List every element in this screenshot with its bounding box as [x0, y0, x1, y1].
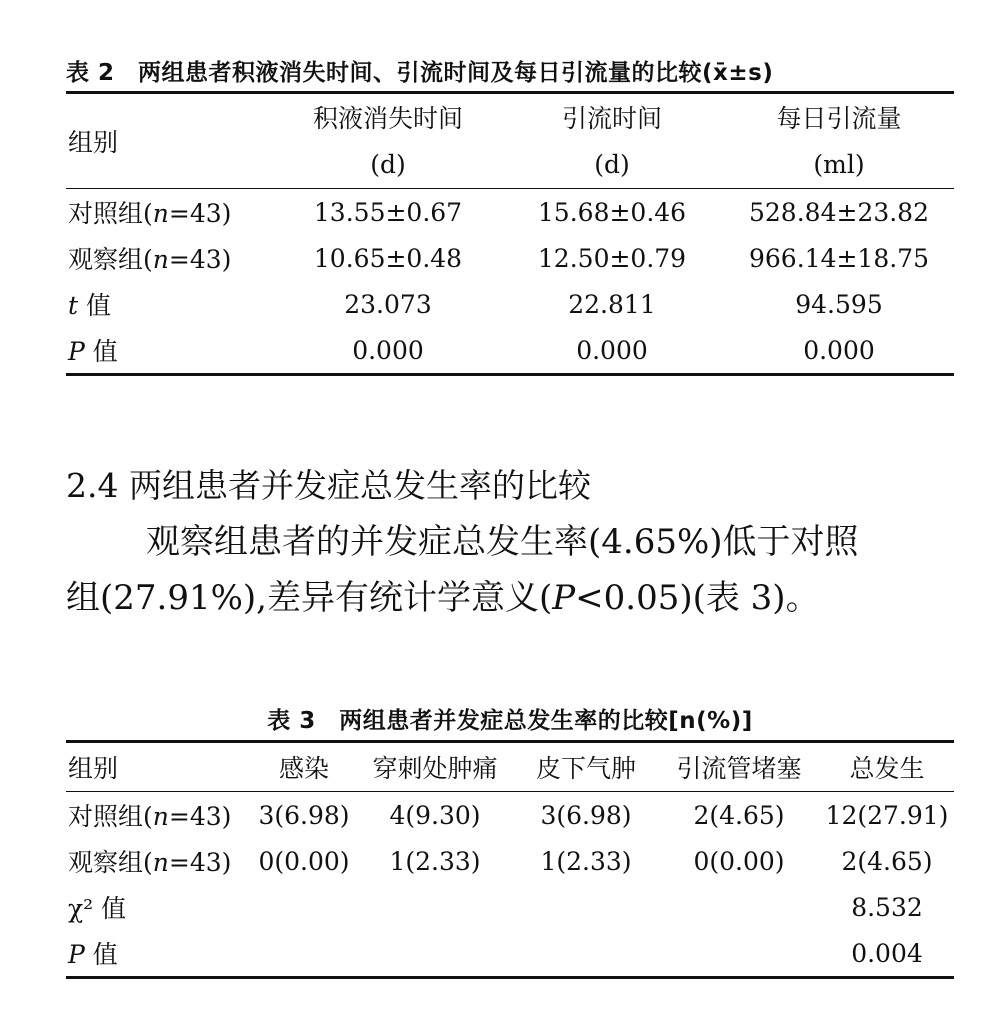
- table2-header-col1: 积液消失时间: [312, 104, 463, 133]
- row-label: 观察组(n=43): [68, 245, 232, 274]
- table3-header-infection: 感染: [252, 742, 356, 792]
- table3-caption: 表 3 两组患者并发症总发生率的比较[n(%)]: [267, 708, 753, 734]
- table2-row: [66, 189, 954, 236]
- table-cell: 966.14±18.75: [749, 243, 929, 273]
- table2-caption: 表 2 两组患者积液消失时间、引流时间及每日引流量的比较(x̄±s): [66, 60, 774, 86]
- row-label: P 值: [68, 337, 118, 366]
- table-cell: 3(6.98): [258, 800, 350, 830]
- table2-header-col2: 引流时间: [561, 104, 662, 133]
- table3-row: [66, 792, 954, 839]
- table2: [66, 91, 954, 376]
- paragraph-line: 组(27.91%),差异有统计学意义(P<0.05)(表 3)。: [66, 578, 820, 618]
- table2-header-unit1: (d): [276, 140, 500, 189]
- table-cell: 0.004: [851, 938, 923, 968]
- table2-row: [66, 327, 954, 375]
- table3: [66, 740, 954, 979]
- table-cell: [356, 930, 514, 978]
- table-cell: 94.595: [795, 289, 883, 319]
- table-cell: [356, 884, 514, 930]
- table2-header-unit3: (ml): [724, 140, 954, 189]
- table-cell: 3(6.98): [540, 800, 632, 830]
- table-cell: [252, 884, 356, 930]
- row-label: 对照组(n=43): [68, 199, 232, 228]
- table-cell: [658, 930, 820, 978]
- row-label: 对照组(n=43): [68, 802, 232, 831]
- table2-row: [66, 281, 954, 327]
- table-cell: 12.50±0.79: [537, 243, 687, 273]
- table-cell: [252, 930, 356, 978]
- table3-row: [66, 884, 954, 930]
- table-cell: 4(9.30): [389, 800, 481, 830]
- table-cell: 1(2.33): [389, 846, 481, 876]
- table3-header-puncture: 穿刺处肿痛: [356, 742, 514, 792]
- row-label: t 值: [68, 291, 111, 320]
- table-cell: 22.811: [568, 289, 656, 319]
- table2-header-unit2: (d): [500, 140, 724, 189]
- table-cell: 12(27.91): [825, 800, 949, 830]
- table-cell: 23.073: [344, 289, 432, 319]
- row-label: P 值: [68, 940, 118, 969]
- table-cell: 1(2.33): [540, 846, 632, 876]
- table3-header-blockage: 引流管堵塞: [658, 742, 820, 792]
- table2-row: [66, 235, 954, 281]
- table-cell: 2(4.65): [841, 846, 933, 876]
- table-cell: 0.000: [352, 335, 424, 365]
- table-cell: 0.000: [803, 335, 875, 365]
- table-cell: 15.68±0.46: [537, 197, 687, 227]
- table3-header-total: 总发生: [820, 742, 954, 792]
- table-cell: 0(0.00): [693, 846, 785, 876]
- paragraph-line: 观察组患者的并发症总发生率(4.65%)低于对照: [146, 522, 859, 562]
- table-cell: 13.55±0.67: [313, 197, 463, 227]
- table3-header-emphysema: 皮下气肿: [514, 742, 658, 792]
- table-cell: 2(4.65): [693, 800, 785, 830]
- section-paragraph: [66, 514, 956, 626]
- table-cell: [514, 884, 658, 930]
- table3-header-group: 组别: [66, 742, 252, 792]
- row-label: χ² 值: [68, 894, 127, 923]
- table-cell: [514, 930, 658, 978]
- table-cell: 10.65±0.48: [313, 243, 463, 273]
- table2-header-group: 组别: [66, 93, 276, 189]
- row-label: 观察组(n=43): [68, 848, 232, 877]
- table2-header-col3: 每日引流量: [776, 104, 902, 133]
- table3-row: [66, 930, 954, 978]
- section-heading: 2.4 两组患者并发症总发生率的比较: [66, 466, 591, 505]
- table-cell: 528.84±23.82: [749, 197, 929, 227]
- table-cell: 0(0.00): [258, 846, 350, 876]
- table-cell: 0.000: [576, 335, 648, 365]
- table-cell: 8.532: [851, 892, 923, 922]
- table3-row: [66, 838, 954, 884]
- table-cell: [658, 884, 820, 930]
